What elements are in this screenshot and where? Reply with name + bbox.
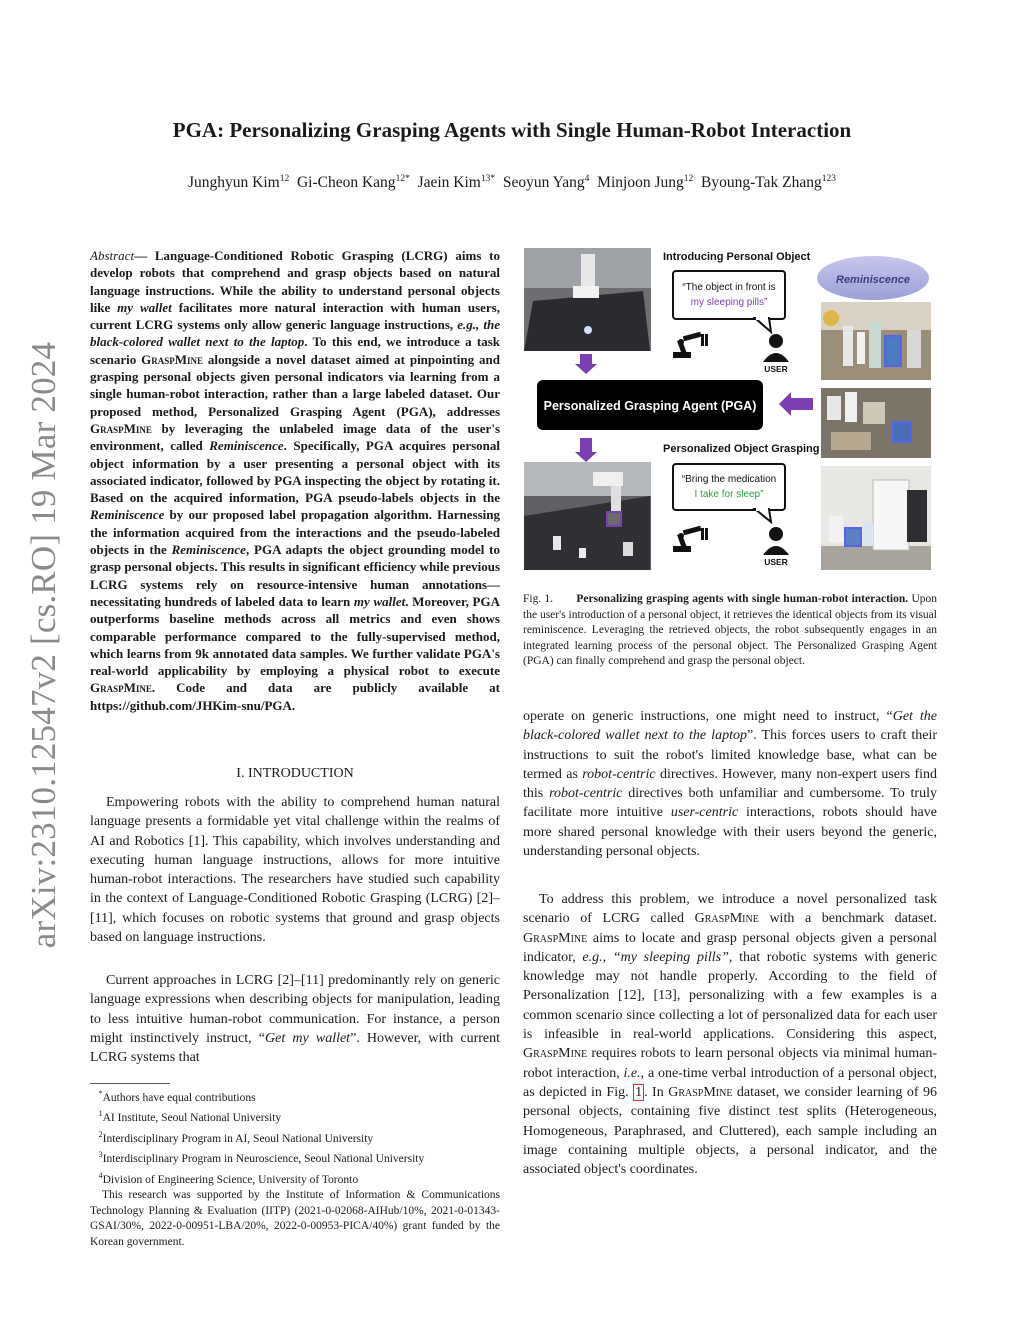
svg-text:USER: USER [764, 364, 788, 374]
speech-bubble-2 [673, 464, 785, 522]
down-arrow-icon [575, 354, 597, 374]
figure-1-graphic [523, 246, 937, 584]
figure-reference-link[interactable]: 1 [635, 1084, 643, 1100]
reminiscence-cloud [817, 256, 929, 300]
svg-text:“Bring the medication: “Bring the medication [681, 474, 777, 485]
author: Byoung-Tak Zhang$^{123}$ [700, 174, 836, 192]
caption-label: Fig. 1. [523, 593, 554, 605]
robot-arm-icon [673, 332, 708, 358]
author: Junghyun Kim$^{12}$ [188, 174, 290, 192]
svg-text:Reminiscence: Reminiscence [836, 274, 910, 286]
down-arrow-icon [575, 438, 597, 462]
reminiscence-photo [821, 466, 931, 570]
author: Jaein Kim$^{13*}$ [417, 174, 496, 192]
footnote: $^3$Interdisciplinary Program in Neuroscience, Seoul National University [98, 1150, 425, 1166]
left-arrow-icon [779, 392, 813, 416]
user-icon [763, 334, 789, 374]
user-icon [763, 527, 789, 567]
svg-text:Personalized Grasping Agent (P: Personalized Grasping Agent (PGA) [543, 399, 757, 413]
paper-title: PGA: Personalizing Grasping Agents with Single Human-Robot Interaction [172, 118, 852, 142]
svg-text:my sleeping pills”: my sleeping pills” [690, 297, 768, 308]
svg-text:USER: USER [764, 557, 788, 567]
section-heading: I. INTRODUCTION [236, 766, 354, 781]
author: Minjoon Jung$^{12}$ [597, 174, 694, 192]
footnote: $^2$Interdisciplinary Program in AI, Seoul National University [98, 1129, 374, 1145]
footnote: $^1$AI Institute, Seoul National University [98, 1109, 282, 1125]
robot-arm-icon [673, 526, 708, 552]
body-paragraph: To address this problem, we introduce a novel personalized task scenario of LCRG called GraspMine with a benchmark dataset. GraspMine aims to locate and grasp personal objects given a personal indicator, e.g., “my sleeping pills”, that robotic systems with generic knowledge may not handle properly. According to the field of Personalization [12], [13], personalizing with a few examples is a common scenario since collecting a lot of personalized data for each user is infeasible in real-world applications. Considering this aspect, GraspMine requires robots to learn personal objects via minimal human-robot interaction, i.e., a one-time verbal introduction of a personal object, as depicted in Fig. 1 . In GraspMine dataset, we consider learning of 96 personal objects, containing five distinct test splits (Heterogeneous, Homogeneous, Paraphrased, and Cluttered), each sample including an image containing multiple objects, a personal indicator, and the associated object's coordinates. [523, 892, 937, 1178]
author: Seoyun Yang$^4$ [502, 174, 590, 192]
arxiv-id-text: arXiv:2310.12547v2 [cs.RO] 19 Mar 2024 [24, 341, 63, 949]
arxiv-identifier [16, 341, 72, 949]
fig-heading-grasping: Personalized Object Grasping [663, 443, 820, 455]
intro-paragraph: Current approaches in LCRG [2]–[11] predominantly rely on generic language expressions when describing objects for manipulation, leading to less intuitive human-robot communication. For instance, a person might instinctively instruct, “Get my wallet”. However, with current LCRG systems that [90, 973, 501, 1066]
author-list [0, 174, 1024, 192]
intro-paragraph: Empowering robots with the ability to comprehend human natural language presents a formidable yet vital challenge within the realms of AI and Robotics [1]. This capability, which involves understanding and executing human language instructions, allows for more intuitive human-robot interactions. The researchers have studied such capability in the context of Language-Conditioned Robotic Grasping (LCRG) [2]–[11], which focuses on robotic systems that ground and grasp objects based on language instructions. [90, 795, 500, 946]
footnote: $^4$Division of Engineering Science, University of Toronto [98, 1170, 359, 1186]
abstract-label: Abstract [90, 248, 135, 263]
abstract: Abstract— Language-Conditioned Robotic Grasping (LCRG) aims to develop robots that comprehend and grasp objects based on natural language instructions. While the ability to understand personal objects like my wallet facilitates more natural interaction with human users, current LCRG systems only allow generic language instructions, e.g., the black-colored wallet next to the laptop. To this end, we introduce a task scenario GraspMine alongside a novel dataset aimed at pinpointing and grasping personal objects given personal indicators via learning from a single human-robot interaction, rather than a large labeled dataset. Our proposed method, Personalized Grasping Agent (PGA), addresses GraspMine by leveraging the unlabeled image data of the user's environment, called Reminiscence. Specifically, PGA acquires personal object information by a user presenting a personal object with its associated indicator, followed by PGA inspecting the object by rotating it. Based on the acquired information, PGA pseudo-labels objects in the Reminiscence by our proposed label propagation algorithm. Harnessing the information acquired from the interactions and the pseudo-labeled objects in the Reminiscence, PGA adapts the object grounding model to grasp personal objects. This results in significant efficiency while previous LCRG systems rely on resource-intensive human annotations—necessitating hundreds of labeled data to learn my wallet. Moreover, PGA outperforms baseline methods across all metrics and even shows comparable performance compared to the fully-supervised method, which learns from 9k annotated data samples. We further validate PGA's real-world applicability by employing a physical robot to execute GraspMine. Code and data are publicly available at https://github.com/JHKim-snu/PGA. [90, 248, 501, 713]
figure-1 [523, 246, 937, 584]
footnote: *Authors have equal contributions [98, 1089, 256, 1104]
robot-photo-bottom [524, 462, 651, 570]
pga-box [537, 380, 763, 430]
funding-note: This research was supported by the Institute of Information & Communications Technology Planning & Evaluation (IITP) (2021-0-02068-AIHub/10%, 2021-0-01343-GSAI/30%, 2022-0-00951-LBA/20%, 2022-0-00953-PICA/40%) grant funded by the Korean government. [90, 1189, 500, 1248]
speech-bubble-1 [673, 271, 785, 332]
figure-caption: Fig. 1. Personalizing grasping agents with single human-robot interaction. Upon the user's introduction of a personal object, it retrieves the identical objects from its visual reminiscence. Leveraging the retrieved objects, the robot subsequently engages in an integrated learning process of the personal object. The Personalized Grasping Agent (PGA) can finally comprehend and grasp the personal object. [523, 593, 937, 668]
reminiscence-photo [821, 302, 931, 380]
fig-heading-introducing: Introducing Personal Object [663, 251, 811, 263]
robot-photo-top [524, 248, 651, 351]
svg-text:“The object in front is: “The object in front is [682, 282, 776, 293]
svg-text:I take for sleep”: I take for sleep” [694, 489, 764, 500]
reminiscence-photo [821, 388, 931, 458]
body-paragraph: operate on generic instructions, one might need to instruct, “Get the black-colored wallet next to the laptop”. This forces users to craft their instructions to suit the robot's limited knowledge base, what can be termed as robot-centric directives. However, many non-expert users find this robot-centric directives both unfamiliar and cumbersome. To truly facilitate more intuitive user-centric interactions, robots should have more shared personal knowledge with their users beyond the generic, understanding personal objects. [523, 709, 937, 860]
footnote-rule [90, 1083, 170, 1084]
footnotes [90, 1086, 500, 1250]
author: Gi-Cheon Kang$^{12*}$ [296, 174, 410, 192]
